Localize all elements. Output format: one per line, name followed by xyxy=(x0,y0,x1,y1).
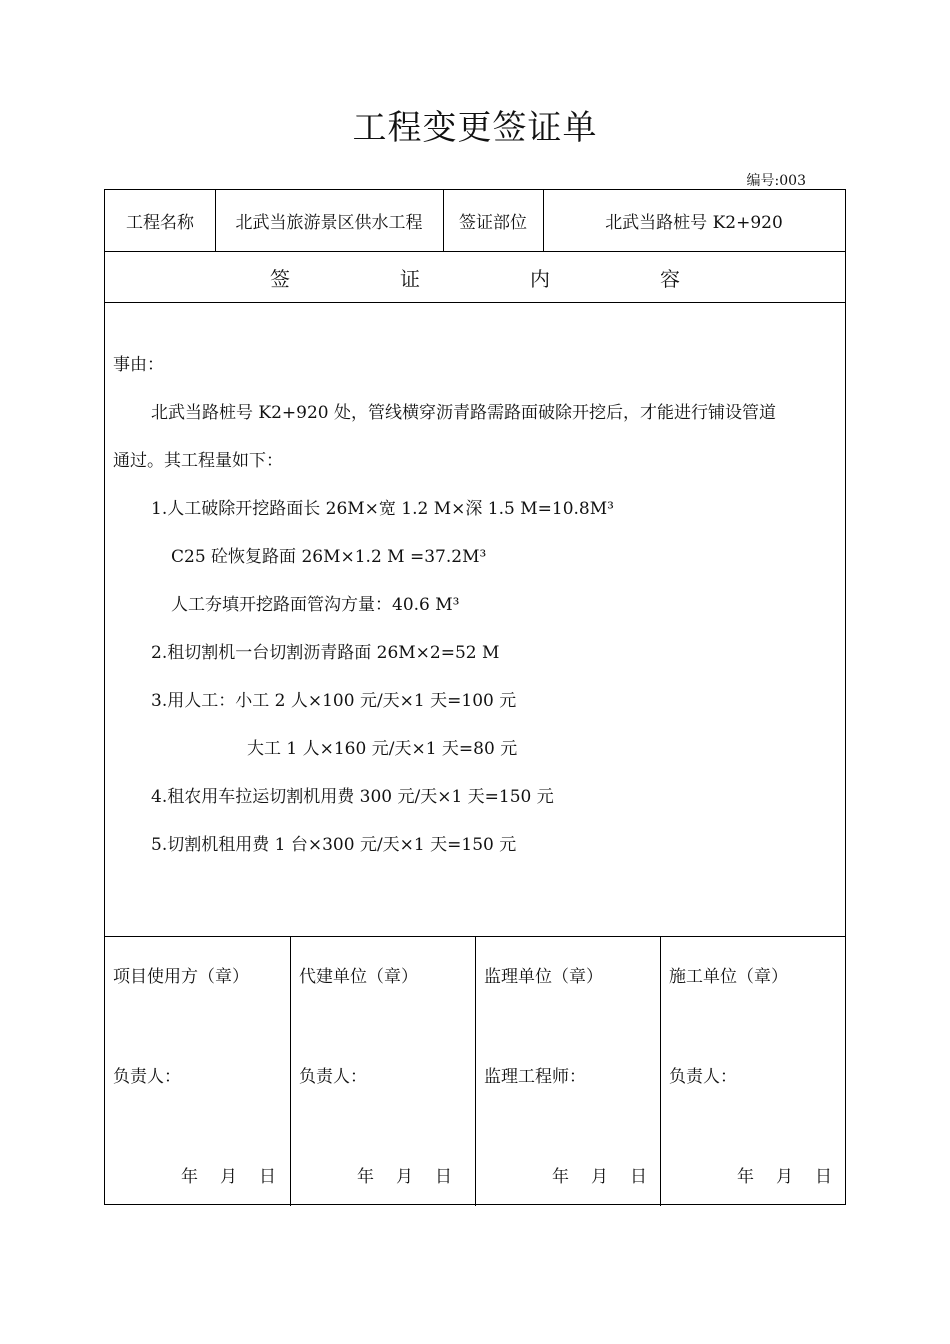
col-divider xyxy=(475,936,476,1206)
item-5: 5.切割机租用费 1 台×300 元/天×1 天=150 元 xyxy=(151,835,517,855)
sig-date-agent xyxy=(357,1162,452,1187)
date-year: 年 xyxy=(181,1167,198,1187)
date-month: 月 xyxy=(220,1167,237,1187)
date-month: 月 xyxy=(776,1167,793,1187)
sig-person-contractor: 负责人： xyxy=(669,1067,737,1087)
location-value: 北武当路桩号 K2+920 xyxy=(605,213,783,233)
date-month: 月 xyxy=(591,1167,608,1187)
reason-line-1: 北武当路桩号 K2+920 处，管线横穿沥青路需路面破除开挖后，才能进行铺设管道 xyxy=(151,403,777,423)
location-label: 签证部位 xyxy=(459,213,527,233)
item-1b: C25 砼恢复路面 26M×1.2 M =37.2M³ xyxy=(171,547,487,567)
project-name-label: 工程名称 xyxy=(126,213,194,233)
reason-line-2: 通过。其工程量如下： xyxy=(113,451,283,471)
sig-unit-user: 项目使用方（章） xyxy=(113,967,249,987)
col-divider xyxy=(290,936,291,1206)
date-year: 年 xyxy=(737,1167,754,1187)
row-divider xyxy=(105,302,845,303)
sig-person-agent: 负责人： xyxy=(299,1067,367,1087)
sig-person-supervisor: 监理工程师： xyxy=(484,1067,586,1087)
document-number: 编号:003 xyxy=(746,173,806,189)
item-1: 1.人工破除开挖路面长 26M×宽 1.2 M×深 1.5 M=10.8M³ xyxy=(151,499,614,519)
heading-char: 签 xyxy=(270,266,290,291)
item-3b: 大工 1 人×160 元/天×1 天=80 元 xyxy=(247,739,518,759)
item-1c: 人工夯填开挖路面管沟方量：40.6 M³ xyxy=(171,595,460,615)
item-3: 3.用人工：小工 2 人×100 元/天×1 天=100 元 xyxy=(151,691,517,711)
sig-date-user xyxy=(181,1162,276,1187)
date-day: 日 xyxy=(630,1167,647,1187)
sig-date-supervisor xyxy=(552,1162,647,1187)
heading-char: 容 xyxy=(660,266,680,291)
sig-unit-contractor: 施工单位（章） xyxy=(669,967,788,987)
document-title: 工程变更签证单 xyxy=(352,108,598,148)
sig-date-contractor xyxy=(737,1162,832,1187)
item-2: 2.租切割机一台切割沥青路面 26M×2=52 M xyxy=(151,643,500,663)
form-table xyxy=(104,189,846,1205)
reason-label: 事由： xyxy=(113,355,164,375)
date-day: 日 xyxy=(259,1167,276,1187)
date-day: 日 xyxy=(815,1167,832,1187)
heading-char: 内 xyxy=(530,266,550,291)
col-divider xyxy=(660,936,661,1206)
sig-unit-supervisor: 监理单位（章） xyxy=(484,967,603,987)
sig-unit-agent: 代建单位（章） xyxy=(299,967,418,987)
date-day: 日 xyxy=(435,1167,452,1187)
content-heading xyxy=(105,252,845,302)
date-month: 月 xyxy=(396,1167,413,1187)
item-4: 4.租农用车拉运切割机用费 300 元/天×1 天=150 元 xyxy=(151,787,554,807)
heading-char: 证 xyxy=(400,266,420,291)
date-year: 年 xyxy=(357,1167,374,1187)
project-name-value: 北武当旅游景区供水工程 xyxy=(235,213,423,233)
date-year: 年 xyxy=(552,1167,569,1187)
sig-person-user: 负责人： xyxy=(113,1067,181,1087)
